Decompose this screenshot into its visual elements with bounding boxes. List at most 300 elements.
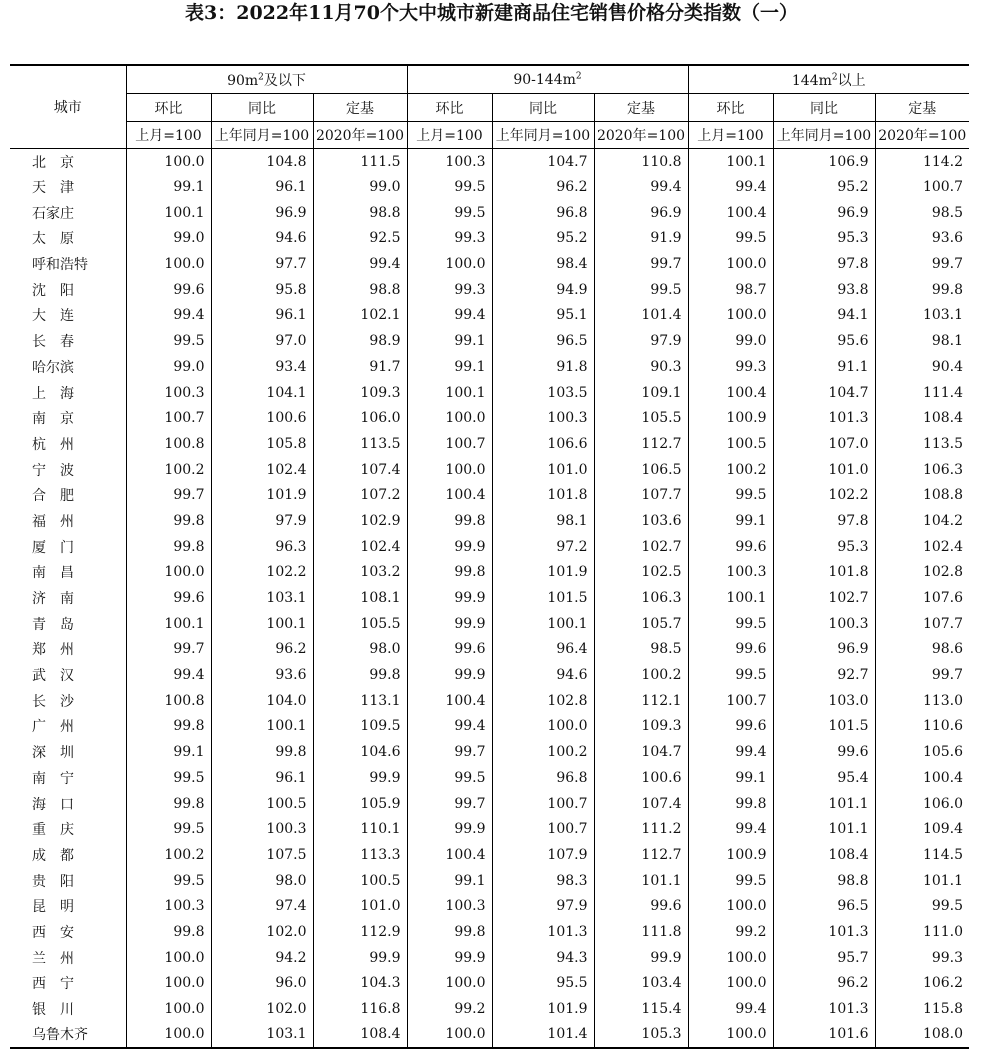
value-cell-fixed-small: 98.0 [313,637,407,663]
value-cell-yoy-large: 106.9 [773,149,875,175]
table-row [10,251,969,277]
value-cell-fixed-large: 110.6 [875,714,969,740]
value-cell-mom-small: 99.5 [126,765,211,791]
value-cell-fixed-small: 101.0 [313,893,407,919]
value-cell-fixed-large: 93.6 [875,226,969,252]
value-cell-yoy-medium: 91.8 [492,354,594,380]
value-cell-mom-medium: 99.5 [407,174,492,200]
value-cell-mom-small: 99.8 [126,508,211,534]
value-cell-yoy-large: 101.3 [773,405,875,431]
value-cell-yoy-small: 98.0 [211,868,313,894]
value-cell-yoy-medium: 100.7 [492,816,594,842]
table-row [10,431,969,457]
value-cell-mom-large: 99.5 [688,482,773,508]
value-cell-yoy-large: 95.3 [773,534,875,560]
value-cell-yoy-large: 100.3 [773,611,875,637]
value-cell-yoy-large: 97.8 [773,508,875,534]
value-cell-fixed-small: 92.5 [313,226,407,252]
value-cell-yoy-medium: 95.1 [492,303,594,329]
value-cell-mom-large: 100.2 [688,457,773,483]
table-row [10,714,969,740]
value-cell-mom-medium: 99.6 [407,637,492,663]
value-cell-mom-small: 100.1 [126,200,211,226]
value-cell-mom-small: 100.8 [126,688,211,714]
value-cell-fixed-small: 99.9 [313,945,407,971]
value-cell-fixed-small: 99.9 [313,765,407,791]
value-cell-mom-large: 99.5 [688,868,773,894]
value-cell-yoy-medium: 101.9 [492,560,594,586]
value-cell-fixed-large: 111.0 [875,919,969,945]
value-cell-mom-medium: 99.9 [407,611,492,637]
value-cell-fixed-large: 113.0 [875,688,969,714]
value-cell-fixed-small: 105.9 [313,791,407,817]
value-cell-fixed-small: 98.9 [313,328,407,354]
value-cell-fixed-medium: 97.9 [594,328,688,354]
sub-header-mom: 环比 [407,94,492,122]
value-cell-fixed-small: 112.9 [313,919,407,945]
base-header-fixed: 2020年=100 [594,122,688,149]
value-cell-fixed-medium: 100.6 [594,765,688,791]
value-cell-yoy-small: 107.5 [211,842,313,868]
value-cell-mom-large: 99.4 [688,816,773,842]
value-cell-fixed-medium: 111.8 [594,919,688,945]
value-cell-mom-small: 100.1 [126,611,211,637]
value-cell-fixed-large: 104.2 [875,508,969,534]
value-cell-fixed-large: 108.8 [875,482,969,508]
value-cell-mom-large: 99.1 [688,508,773,534]
value-cell-fixed-large: 102.8 [875,560,969,586]
value-cell-mom-medium: 99.7 [407,791,492,817]
value-cell-yoy-large: 93.8 [773,277,875,303]
value-cell-mom-medium: 99.9 [407,816,492,842]
base-header-mom: 上月=100 [688,122,773,149]
value-cell-yoy-small: 96.3 [211,534,313,560]
value-cell-fixed-medium: 90.3 [594,354,688,380]
base-header-yoy: 上年同月=100 [211,122,313,149]
value-cell-fixed-medium: 103.4 [594,971,688,997]
value-cell-mom-large: 99.4 [688,996,773,1022]
value-cell-fixed-large: 111.4 [875,380,969,406]
value-cell-mom-small: 99.0 [126,354,211,380]
city-cell: 海 口 [32,796,74,813]
value-cell-yoy-medium: 101.4 [492,1022,594,1048]
table-row [10,739,969,765]
value-cell-yoy-small: 102.4 [211,457,313,483]
value-cell-yoy-small: 97.0 [211,328,313,354]
value-cell-fixed-large: 107.7 [875,611,969,637]
sub-header-yoy: 同比 [492,94,594,122]
value-cell-fixed-medium: 104.7 [594,739,688,765]
table-row [10,200,969,226]
value-cell-mom-medium: 99.1 [407,328,492,354]
value-cell-yoy-large: 101.1 [773,791,875,817]
value-cell-fixed-medium: 112.1 [594,688,688,714]
value-cell-fixed-small: 105.5 [313,611,407,637]
city-cell: 杭 州 [32,436,74,453]
value-cell-mom-small: 100.0 [126,945,211,971]
value-cell-yoy-medium: 101.9 [492,996,594,1022]
value-cell-fixed-large: 115.8 [875,996,969,1022]
value-cell-yoy-large: 96.5 [773,893,875,919]
value-cell-yoy-medium: 104.7 [492,149,594,175]
value-cell-mom-large: 100.0 [688,303,773,329]
value-cell-fixed-medium: 106.5 [594,457,688,483]
value-cell-yoy-small: 103.1 [211,1022,313,1048]
city-cell: 银 川 [32,1002,74,1019]
value-cell-fixed-medium: 99.5 [594,277,688,303]
value-cell-yoy-medium: 94.6 [492,662,594,688]
value-cell-yoy-large: 104.7 [773,380,875,406]
city-cell: 合 肥 [32,488,74,505]
table-row [10,508,969,534]
value-cell-mom-large: 99.6 [688,534,773,560]
city-cell: 乌鲁木齐 [10,1022,126,1048]
value-cell-fixed-medium: 99.9 [594,945,688,971]
value-cell-mom-medium: 99.3 [407,226,492,252]
value-cell-fixed-medium: 102.5 [594,560,688,586]
value-cell-mom-medium: 100.0 [407,405,492,431]
value-cell-fixed-medium: 103.6 [594,508,688,534]
value-cell-fixed-small: 106.0 [313,405,407,431]
value-cell-mom-small: 99.7 [126,482,211,508]
sub-header-fixed: 定基 [313,94,407,122]
value-cell-mom-medium: 99.1 [407,354,492,380]
value-cell-yoy-small: 105.8 [211,431,313,457]
value-cell-mom-large: 99.6 [688,714,773,740]
value-cell-fixed-large: 109.4 [875,816,969,842]
value-cell-mom-small: 100.7 [126,405,211,431]
table-row [10,637,969,663]
price-index-table [10,64,969,1049]
table-row [10,1022,969,1048]
value-cell-yoy-medium: 94.9 [492,277,594,303]
value-cell-mom-medium: 99.9 [407,945,492,971]
value-cell-fixed-small: 102.4 [313,534,407,560]
value-cell-mom-small: 99.6 [126,277,211,303]
value-cell-mom-medium: 99.4 [407,714,492,740]
value-cell-yoy-medium: 102.8 [492,688,594,714]
value-cell-mom-small: 100.0 [126,251,211,277]
value-cell-mom-large: 99.4 [688,174,773,200]
value-cell-fixed-medium: 106.3 [594,585,688,611]
value-cell-fixed-small: 91.7 [313,354,407,380]
value-cell-fixed-large: 100.4 [875,765,969,791]
value-cell-mom-small: 99.8 [126,534,211,560]
sub-header-yoy: 同比 [211,94,313,122]
value-cell-fixed-medium: 107.7 [594,482,688,508]
value-cell-yoy-medium: 100.7 [492,791,594,817]
value-cell-fixed-large: 99.3 [875,945,969,971]
value-cell-yoy-small: 97.9 [211,508,313,534]
value-cell-mom-small: 100.8 [126,431,211,457]
value-cell-fixed-small: 107.4 [313,457,407,483]
value-cell-mom-large: 100.9 [688,405,773,431]
value-cell-mom-large: 100.1 [688,585,773,611]
value-cell-yoy-large: 101.1 [773,816,875,842]
sub-header-mom: 环比 [688,94,773,122]
value-cell-fixed-medium: 99.4 [594,174,688,200]
value-cell-yoy-medium: 96.4 [492,637,594,663]
value-cell-mom-small: 99.7 [126,637,211,663]
value-cell-mom-small: 100.0 [126,971,211,997]
value-cell-mom-medium: 99.9 [407,585,492,611]
value-cell-yoy-large: 96.9 [773,637,875,663]
value-cell-yoy-large: 91.1 [773,354,875,380]
table-row [10,971,969,997]
value-cell-mom-medium: 99.7 [407,739,492,765]
value-cell-fixed-small: 102.1 [313,303,407,329]
value-cell-yoy-medium: 107.9 [492,842,594,868]
table-row [10,226,969,252]
value-cell-mom-medium: 99.5 [407,765,492,791]
city-cell: 南 京 [32,411,74,428]
value-cell-fixed-small: 99.4 [313,251,407,277]
value-cell-fixed-large: 101.1 [875,868,969,894]
value-cell-fixed-large: 99.7 [875,662,969,688]
value-cell-fixed-small: 113.5 [313,431,407,457]
value-cell-mom-medium: 100.3 [407,149,492,175]
value-cell-yoy-small: 100.5 [211,791,313,817]
city-header: 城市 [10,65,126,149]
value-cell-mom-small: 100.3 [126,893,211,919]
city-cell: 大 连 [32,308,74,325]
base-header-fixed: 2020年=100 [313,122,407,149]
value-cell-yoy-medium: 98.1 [492,508,594,534]
value-cell-yoy-small: 100.1 [211,611,313,637]
value-cell-fixed-large: 107.6 [875,585,969,611]
value-cell-yoy-medium: 98.4 [492,251,594,277]
value-cell-fixed-large: 98.1 [875,328,969,354]
value-cell-yoy-large: 94.1 [773,303,875,329]
value-cell-mom-small: 99.8 [126,919,211,945]
value-cell-yoy-large: 103.0 [773,688,875,714]
value-cell-mom-medium: 100.3 [407,893,492,919]
value-cell-yoy-small: 100.3 [211,816,313,842]
value-cell-yoy-small: 96.1 [211,765,313,791]
value-cell-fixed-small: 109.5 [313,714,407,740]
table-row [10,560,969,586]
value-cell-yoy-large: 102.2 [773,482,875,508]
value-cell-mom-medium: 99.1 [407,868,492,894]
value-cell-fixed-medium: 109.3 [594,714,688,740]
value-cell-yoy-medium: 95.5 [492,971,594,997]
city-cell: 青 岛 [32,616,74,633]
table-row [10,405,969,431]
table-body [10,149,969,1048]
city-cell: 重 庆 [32,822,74,839]
city-cell: 昆 明 [32,899,74,916]
value-cell-yoy-small: 96.9 [211,200,313,226]
value-cell-yoy-small: 94.2 [211,945,313,971]
value-cell-yoy-small: 100.1 [211,714,313,740]
value-cell-fixed-small: 116.8 [313,996,407,1022]
city-cell: 太 原 [32,231,74,248]
value-cell-mom-medium: 100.4 [407,688,492,714]
base-header-mom: 上月=100 [407,122,492,149]
value-cell-fixed-medium: 110.8 [594,149,688,175]
value-cell-yoy-small: 93.6 [211,662,313,688]
value-cell-fixed-large: 102.4 [875,534,969,560]
city-cell: 济 南 [32,591,74,608]
value-cell-fixed-large: 90.4 [875,354,969,380]
city-cell: 宁 波 [32,462,74,479]
value-cell-yoy-large: 102.7 [773,585,875,611]
value-cell-yoy-medium: 95.2 [492,226,594,252]
value-cell-yoy-small: 95.8 [211,277,313,303]
value-cell-yoy-small: 96.1 [211,174,313,200]
base-header-yoy: 上年同月=100 [492,122,594,149]
value-cell-fixed-small: 113.1 [313,688,407,714]
value-cell-fixed-medium: 105.5 [594,405,688,431]
base-header-yoy: 上年同月=100 [773,122,875,149]
value-cell-yoy-medium: 98.3 [492,868,594,894]
value-cell-mom-large: 100.5 [688,431,773,457]
value-cell-fixed-medium: 96.9 [594,200,688,226]
value-cell-mom-small: 99.8 [126,791,211,817]
base-header-fixed: 2020年=100 [875,122,969,149]
city-cell: 郑 州 [32,642,74,659]
value-cell-mom-small: 100.2 [126,457,211,483]
value-cell-yoy-small: 96.2 [211,637,313,663]
city-cell: 上 海 [32,385,74,402]
value-cell-fixed-medium: 115.4 [594,996,688,1022]
value-cell-mom-large: 100.0 [688,945,773,971]
value-cell-mom-large: 99.6 [688,637,773,663]
value-cell-fixed-small: 108.1 [313,585,407,611]
sub-header-fixed: 定基 [875,94,969,122]
value-cell-yoy-large: 97.8 [773,251,875,277]
group-header-medium: $90-144m^2$ [407,65,688,94]
value-cell-yoy-medium: 100.2 [492,739,594,765]
table-row [10,816,969,842]
value-cell-mom-medium: 99.3 [407,277,492,303]
value-cell-mom-small: 100.0 [126,560,211,586]
table-row [10,996,969,1022]
city-cell: 厦 门 [32,539,74,556]
value-cell-fixed-small: 104.3 [313,971,407,997]
value-cell-yoy-medium: 106.6 [492,431,594,457]
city-cell: 石家庄 [32,205,74,222]
value-cell-mom-large: 100.9 [688,842,773,868]
value-cell-yoy-medium: 100.3 [492,405,594,431]
value-cell-yoy-medium: 100.0 [492,714,594,740]
value-cell-mom-large: 100.7 [688,688,773,714]
value-cell-yoy-large: 99.6 [773,739,875,765]
value-cell-yoy-medium: 96.8 [492,765,594,791]
value-cell-mom-medium: 100.0 [407,971,492,997]
value-cell-mom-medium: 99.9 [407,662,492,688]
city-cell: 天 津 [32,180,74,197]
value-cell-fixed-medium: 111.2 [594,816,688,842]
sub-header-mom: 环比 [126,94,211,122]
value-cell-mom-large: 100.0 [688,971,773,997]
value-cell-mom-medium: 99.2 [407,996,492,1022]
value-cell-mom-large: 100.0 [688,1022,773,1048]
value-cell-yoy-medium: 101.3 [492,919,594,945]
value-cell-fixed-small: 99.8 [313,662,407,688]
value-cell-mom-medium: 100.0 [407,251,492,277]
table-row [10,354,969,380]
value-cell-yoy-medium: 96.2 [492,174,594,200]
value-cell-yoy-large: 101.8 [773,560,875,586]
value-cell-yoy-small: 104.8 [211,149,313,175]
value-cell-fixed-small: 110.1 [313,816,407,842]
table-row [10,893,969,919]
value-cell-fixed-small: 104.6 [313,739,407,765]
value-cell-yoy-large: 108.4 [773,842,875,868]
value-cell-mom-small: 100.3 [126,380,211,406]
value-cell-mom-small: 99.1 [126,739,211,765]
value-cell-mom-small: 99.4 [126,662,211,688]
city-cell: 北 京 [32,154,74,171]
table-row [10,842,969,868]
value-cell-yoy-large: 95.4 [773,765,875,791]
value-cell-fixed-small: 98.8 [313,277,407,303]
city-cell: 西 安 [32,924,74,941]
value-cell-yoy-medium: 101.0 [492,457,594,483]
value-cell-mom-medium: 99.9 [407,534,492,560]
value-cell-mom-medium: 100.1 [407,380,492,406]
value-cell-mom-large: 99.5 [688,611,773,637]
city-cell: 贵 阳 [32,873,74,890]
value-cell-mom-medium: 99.5 [407,200,492,226]
value-cell-fixed-medium: 100.2 [594,662,688,688]
value-cell-mom-large: 99.4 [688,739,773,765]
value-cell-fixed-medium: 91.9 [594,226,688,252]
table-row [10,585,969,611]
value-cell-yoy-large: 92.7 [773,662,875,688]
value-cell-fixed-large: 99.5 [875,893,969,919]
value-cell-mom-small: 99.5 [126,328,211,354]
table-row [10,149,969,175]
value-cell-mom-small: 100.0 [126,1022,211,1048]
table-row [10,328,969,354]
value-cell-mom-small: 99.4 [126,303,211,329]
value-cell-yoy-medium: 103.5 [492,380,594,406]
table-row [10,303,969,329]
value-cell-yoy-small: 94.6 [211,226,313,252]
value-cell-mom-large: 100.3 [688,560,773,586]
value-cell-mom-large: 100.4 [688,200,773,226]
value-cell-yoy-small: 96.1 [211,303,313,329]
table-row [10,765,969,791]
value-cell-yoy-medium: 97.2 [492,534,594,560]
value-cell-mom-medium: 100.0 [407,1022,492,1048]
value-cell-mom-small: 99.8 [126,714,211,740]
value-cell-yoy-medium: 101.8 [492,482,594,508]
value-cell-fixed-medium: 107.4 [594,791,688,817]
value-cell-fixed-medium: 101.1 [594,868,688,894]
value-cell-yoy-small: 93.4 [211,354,313,380]
city-cell: 呼和浩特 [32,257,88,274]
value-cell-fixed-large: 106.2 [875,971,969,997]
city-cell: 南 昌 [32,565,74,582]
value-cell-fixed-medium: 101.4 [594,303,688,329]
value-cell-fixed-large: 99.8 [875,277,969,303]
value-cell-mom-small: 100.0 [126,149,211,175]
value-cell-yoy-medium: 97.9 [492,893,594,919]
value-cell-mom-large: 99.8 [688,791,773,817]
table-row [10,611,969,637]
table-row [10,662,969,688]
table-row [10,174,969,200]
value-cell-mom-medium: 100.0 [407,457,492,483]
value-cell-yoy-small: 99.8 [211,739,313,765]
value-cell-fixed-small: 102.9 [313,508,407,534]
value-cell-fixed-small: 98.8 [313,200,407,226]
value-cell-mom-large: 99.2 [688,919,773,945]
value-cell-fixed-large: 98.5 [875,200,969,226]
